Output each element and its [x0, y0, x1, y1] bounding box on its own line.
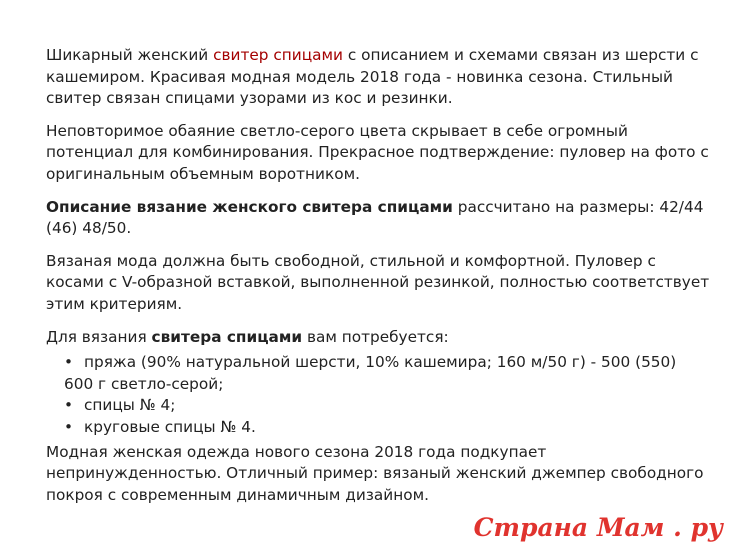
bullet-icon: • — [64, 353, 74, 372]
materials-list — [46, 352, 710, 438]
closing-paragraph: Модная женская одежда нового сезона 2018 года подкупает непринужденностью. Отличный пример: вязаный женский джемпер свободного покроя с современным динамичным дизайном. — [46, 442, 704, 504]
watermark-text: Страна Мам . ру — [473, 513, 723, 542]
article-body — [46, 45, 710, 517]
sizes-heading: Описание вязание женского свитера спицами — [46, 197, 453, 216]
sizes-paragraph — [46, 197, 710, 240]
bullet-icon: • — [64, 396, 74, 415]
sweater-knitting-link[interactable]: свитер спицами — [213, 46, 343, 64]
materials-intro-paragraph — [46, 327, 710, 349]
list-item-text: пряжа (90% натуральной шерсти, 10% кашемира; 160 м/50 г) - 500 (550) 600 г светло-серой; — [64, 353, 677, 393]
materials-intro-bold: свитера спицами — [151, 327, 303, 346]
list-item — [64, 395, 710, 417]
bullet-icon: • — [64, 417, 74, 436]
intro-text-start: Шикарный женский — [46, 46, 214, 64]
intro-text-end: с описанием и схемами связан из шерсти с кашемиром. Красивая модная модель 2018 года - новинка сезона. Стильный свитер связан спицами узорами из кос и резинки. — [46, 46, 699, 108]
site-watermark-logo — [473, 509, 727, 543]
list-item-text: круговые спицы № 4. — [84, 417, 256, 436]
materials-intro-end: вам потребуется: — [302, 327, 449, 346]
intro-paragraph — [46, 45, 710, 110]
materials-intro-start: Для вязания — [46, 327, 152, 346]
sizes-text: рассчитано на размеры: 42/44 (46) 48/50. — [46, 197, 704, 238]
color-paragraph: Неповторимое обаяние светло-серого цвета скрывает в себе огромный потенциал для комбинирования. Прекрасное подтверждение: пуловер на фото с оригинальным объемным воротником. — [46, 121, 709, 183]
list-item — [64, 352, 710, 395]
fashion-paragraph: Вязаная мода должна быть свободной, стильной и комфортной. Пуловер с косами с V-образной вставкой, выполненной резинкой, полностью соответствует этим критериям. — [46, 251, 710, 313]
list-item-text: спицы № 4; — [84, 396, 176, 415]
list-item — [64, 417, 710, 439]
